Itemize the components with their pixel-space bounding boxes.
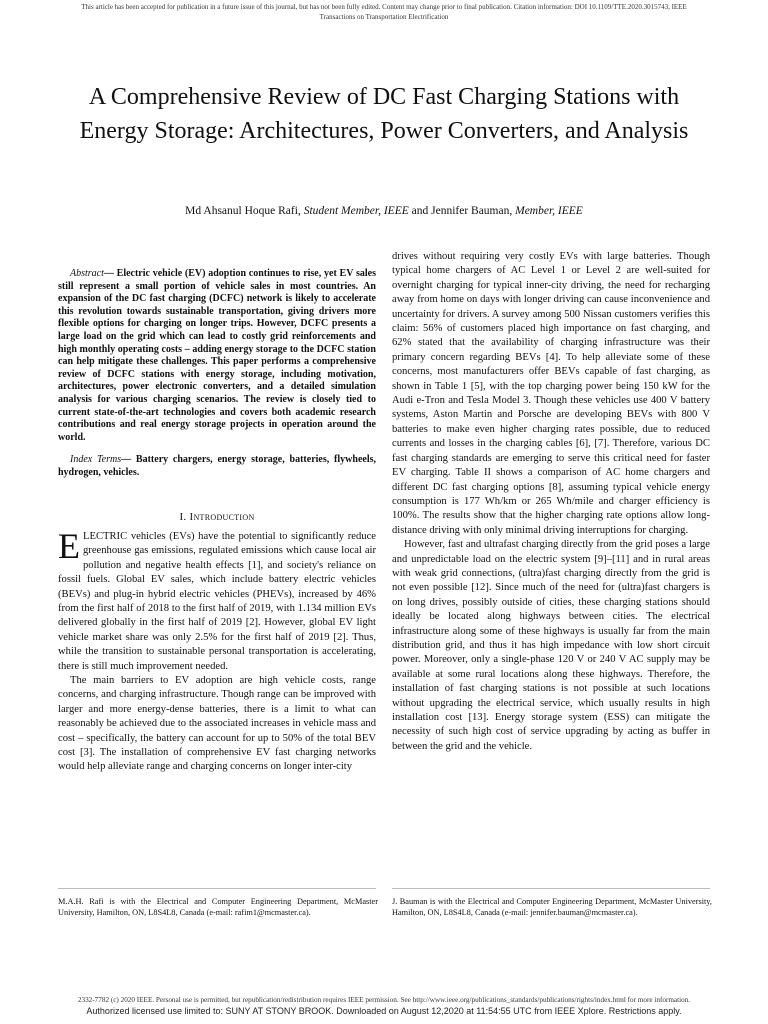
journal-banner: [20, 2, 748, 22]
license-footer: Authorized licensed use limited to: SUNY AT STONY BROOK. Downloaded on August 12,2020 at 11:54:55 UTC from IEEE Xplore. Restrictions apply.: [86, 1006, 682, 1016]
copyright-footer: 2332-7782 (c) 2020 IEEE. Personal use is permitted, but republication/redistribution requires IEEE permission. See http://www.ieee.org/publications_standards/publications/rights/index.html for more information.: [77, 996, 691, 1004]
author-1: Md Ahsanul Hoque Rafi,: [185, 205, 304, 217]
right-paragraph-2: However, fast and ultrafast charging directly from the grid poses a large and unpredictable load on the electric system [9]–[11] and in rural areas with weak grid connections, (ultra)fast charging directly from the grid is not even possible [12]. Since much of the need for (ultra)fast chargers is on long drives, possibly outside of cities, these charging stations should ideally be located along highways between cities. The electrical infrastructure along some of these highways is usually far from the main distribution grid, and thus it has high impedance with low short circuit power. Moreover, only a single-phase 120 V or 240 V AC supply may be available at some rural locations along these highways. Therefore, the installation of fast charging stations is not possible at such locations without upgrading the electrical service, which usually results in high installation cost [13]. Energy storage system (ESS) can mitigate the necessity of such high cost of service upgrading by acting as buffer in between the grid and the vehicle.: [392, 539, 710, 752]
index-terms-label: Index Terms: [70, 454, 122, 466]
intro-paragraph-1: [58, 525, 376, 674]
left-column: [58, 268, 376, 775]
intro-paragraph-2: The main barriers to EV adoption are high vehicle costs, range concerns, and charging infrastructure. Though range can be improved with larger and more energy-dense batteries, there is a limit to what can reasonably be achieved due to the associated increases in vehicle mass and cost – specifically, the battery can account for up to 50% of the total BEV cost [3]. The installation of comprehensive EV fast charging networks would help alleviate range and charging concerns on longer inter-city: [58, 674, 376, 773]
footnote-author-2: J. Bauman is with the Electrical and Computer Engineering Department, McMaster University, Hamilton, ON, L8S4L8, Canada (e-mail: jennifer.bauman@mcmaster.ca).: [392, 897, 712, 917]
abstract-text: Electric vehicle (EV) adoption continues to rise, yet EV sales still represent a small portion of vehicle sales in most countries. An expansion of the DC fast charging (DCFC) network is likely to accelerate this revolution towards sustainable transportation, giving drivers more flexible options for charging on longer trips. However, DCFC presents a large load on the grid which can lead to costly grid reinforcements and high monthly operating costs – adding energy storage to the DCFC station can help mitigate these challenges. This paper performs a comprehensive review of DCFC stations with energy storage, including motivation, architectures, power electronic converters, and a detailed simulation analysis for various charging scenarios. The review is closely tied to current state-of-the-art technologies and covers both academic research contributions and real energy storage projects in operation around the world.: [58, 268, 376, 443]
author-line: [60, 205, 708, 217]
abstract: [58, 268, 376, 444]
abstract-label: Abstract: [70, 268, 104, 279]
drop-cap: E: [58, 525, 80, 566]
author-2-membership: Member, IEEE: [515, 205, 583, 217]
section-title: Introduction: [189, 510, 255, 523]
index-terms-separator: —: [121, 454, 136, 466]
author-1-membership: Student Member, IEEE: [303, 205, 409, 217]
footnote-author-1: M.A.H. Rafi is with the Electrical and Computer Engineering Department, McMaster University, Hamilton, ON, L8S4L8, Canada (e-mail: rafim1@mcmaster.ca).: [58, 897, 378, 917]
banner-line-2: Transactions on Transportation Electrification: [319, 13, 449, 21]
section-heading-introduction: [58, 510, 376, 524]
index-terms-text: Battery chargers, energy storage, batteries, flywheels, hydrogen, vehicles.: [58, 454, 376, 478]
right-column: [392, 250, 710, 754]
paper-title: A Comprehensive Review of DC Fast Charging Stations with Energy Storage: Architectures, Power Converters, and Analysis: [79, 84, 689, 144]
footnote-divider-right: [392, 888, 710, 889]
banner-line-1: This article has been accepted for publication in a future issue of this journal, but has not been fully edited. Content may change prior to final publication. Citation information: DOI 10.1109/TTE.2020.3015743, IEEE: [81, 3, 687, 11]
index-terms: [58, 454, 376, 479]
footnote-divider-left: [58, 888, 376, 889]
right-paragraph-1: drives without requiring very costly EVs with large batteries. Though typical home chargers of AC Level 1 or Level 2 are well-suited for overnight charging for typical inner-city driving, the need for recharging away from home on days with longer driving can cause inconvenience and uncertainty for drivers. A survey among 500 Nissan customers verifies this claim: 56% of customers placed high importance on fast charging, and 62% stated that the availability of charging infrastructure was their primary concern regarding BEVs [4]. To help alleviate some of these concerns, most manufacturers offer BEVs capable of fast charging, as shown in Table 1 [5], with the top charging power being 150 kW for the Audi e-Tron and Tesla Model 3. Though these vehicles use 400 V battery systems, Aston Martin and Porsche are developing BEVs with 800 V batteries to make even higher charging rates possible, due to reduced currents and losses in the charging cables [6], [7]. Therefore, various DC fast charging standards are emerging to serve this critical need for faster EV charging. Table II shows a comparison of AC home chargers and different DC fast charging options [8], assuming typical vehicle energy consumption is 177 Wh/km or 265 Wh/mile and charger efficiency is 100%. The results show that the higher charging rate options allow long-distance driving with only minimal driving interruptions for charging.: [392, 251, 710, 536]
intro-paragraph-1-text: LECTRIC vehicles (EVs) have the potential to significantly reduce greenhouse gas emissions, regulated emissions which cause local air pollution and negative health effects [1], and society's reliance on fossil fuels. Global EV sales, which include battery electric vehicles (BEVs) and plug-in hybrid electric vehicles (PHEVs), increased by 46% from the first half of 2018 to the first half of 2019, with 1.134 million EVs delivered globally in the first half of 2019 [2]. However, global EV light vehicle market share was only 2.5% for the first half of 2019 [2]. Thus, while the transition to sustainable personal transportation is accelerating, there is still much improvement needed.: [58, 530, 376, 672]
abstract-separator: —: [103, 268, 117, 279]
author-joiner: and Jennifer Bauman,: [408, 205, 516, 217]
section-number: I.: [179, 510, 190, 523]
